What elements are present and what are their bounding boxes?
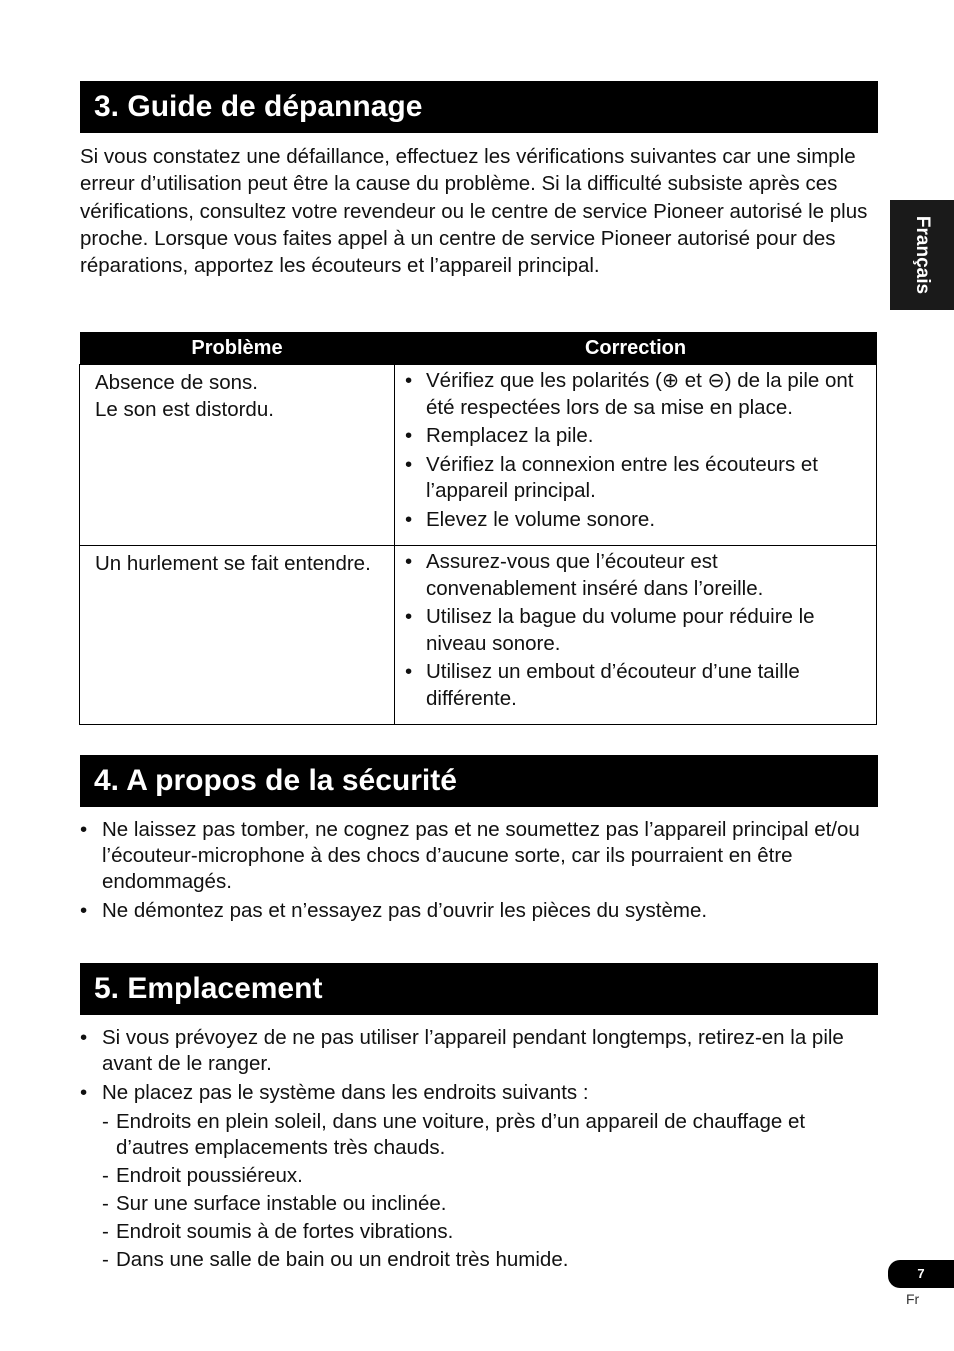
sub-list-item: - Sur une surface instable ou inclinée. [102, 1191, 880, 1217]
problem-cell [80, 546, 395, 725]
list-item: • Ne démontez pas et n’essayez pas d’ouvrir les pièces du système. [80, 898, 880, 924]
problem-cell [80, 365, 395, 546]
list-item [80, 1080, 880, 1273]
correction-cell [395, 546, 877, 725]
section-title-safety: 4. A propos de la sécurité [80, 755, 878, 807]
correction-item: • Remplacez la pile. [405, 423, 866, 450]
troubleshooting-intro: Si vous constatez une défaillance, effectuez les vérifications suivantes car une simple erreur d’utilisation peut être la cause du problème. Si la difficulté subsiste après ces vérifications, consultez votre revendeur ou le centre de service Pioneer autorisé le plus proche. Lorsque vous faites appel à un centre de service Pioneer autorisé pour des réparations, apportez les écouteurs et l’appareil principal. [80, 145, 868, 278]
list-item-text: Ne placez pas le système dans les endroits suivants : [102, 1081, 589, 1104]
correction-item: • Utilisez la bague du volume pour réduire le niveau sonore. [405, 604, 866, 657]
table-row [80, 365, 877, 546]
language-tab-label: Français [912, 215, 933, 295]
troubleshooting-table [79, 332, 877, 725]
list-item: • Ne laissez pas tomber, ne cognez pas et ne soumettez pas l’appareil principal et/ou l’écouteur-microphone à des chocs d’aucune sorte, car ils pourraient en être endommagés. [80, 817, 880, 895]
table-header-correction: Correction [395, 332, 877, 365]
section-title-placement: 5. Emplacement [80, 963, 878, 1015]
table-header-problem: Problème [80, 332, 395, 365]
problem-text: Le son est distordu. [95, 397, 274, 421]
page-number: 7 [888, 1260, 954, 1288]
problem-text: Un hurlement se fait entendre. [95, 552, 371, 575]
page-language-code: Fr [906, 1291, 920, 1307]
correction-item: • Assurez-vous que l’écouteur est convenablement inséré dans l’oreille. [405, 549, 866, 602]
section-title-troubleshooting: 3. Guide de dépannage [80, 81, 878, 133]
location-sublist [102, 1109, 880, 1273]
problem-text: Absence de sons. [95, 371, 258, 394]
sub-list-item: - Endroit soumis à de fortes vibrations. [102, 1219, 880, 1245]
correction-item: • Elevez le volume sonore. [405, 507, 866, 534]
sub-list-item: - Dans une salle de bain ou un endroit très humide. [102, 1247, 880, 1273]
correction-item: • Vérifiez la connexion entre les écouteurs et l’appareil principal. [405, 452, 866, 505]
safety-list [80, 817, 880, 927]
sub-list-item: - Endroit poussiéreux. [102, 1163, 880, 1189]
placement-list [80, 1025, 880, 1276]
language-tab [890, 200, 954, 310]
correction-item: • Utilisez un embout d’écouteur d’une taille différente. [405, 659, 866, 712]
table-row [80, 546, 877, 725]
sub-list-item: - Endroits en plein soleil, dans une voiture, près d’un appareil de chauffage et d’autres emplacements très chauds. [102, 1109, 880, 1161]
list-item: • Si vous prévoyez de ne pas utiliser l’appareil pendant longtemps, retirez-en la pile avant de le ranger. [80, 1025, 880, 1077]
correction-item: • Vérifiez que les polarités (⊕ et ⊖) de la pile ont été respectées lors de sa mise en place. [405, 368, 866, 421]
correction-cell [395, 365, 877, 546]
